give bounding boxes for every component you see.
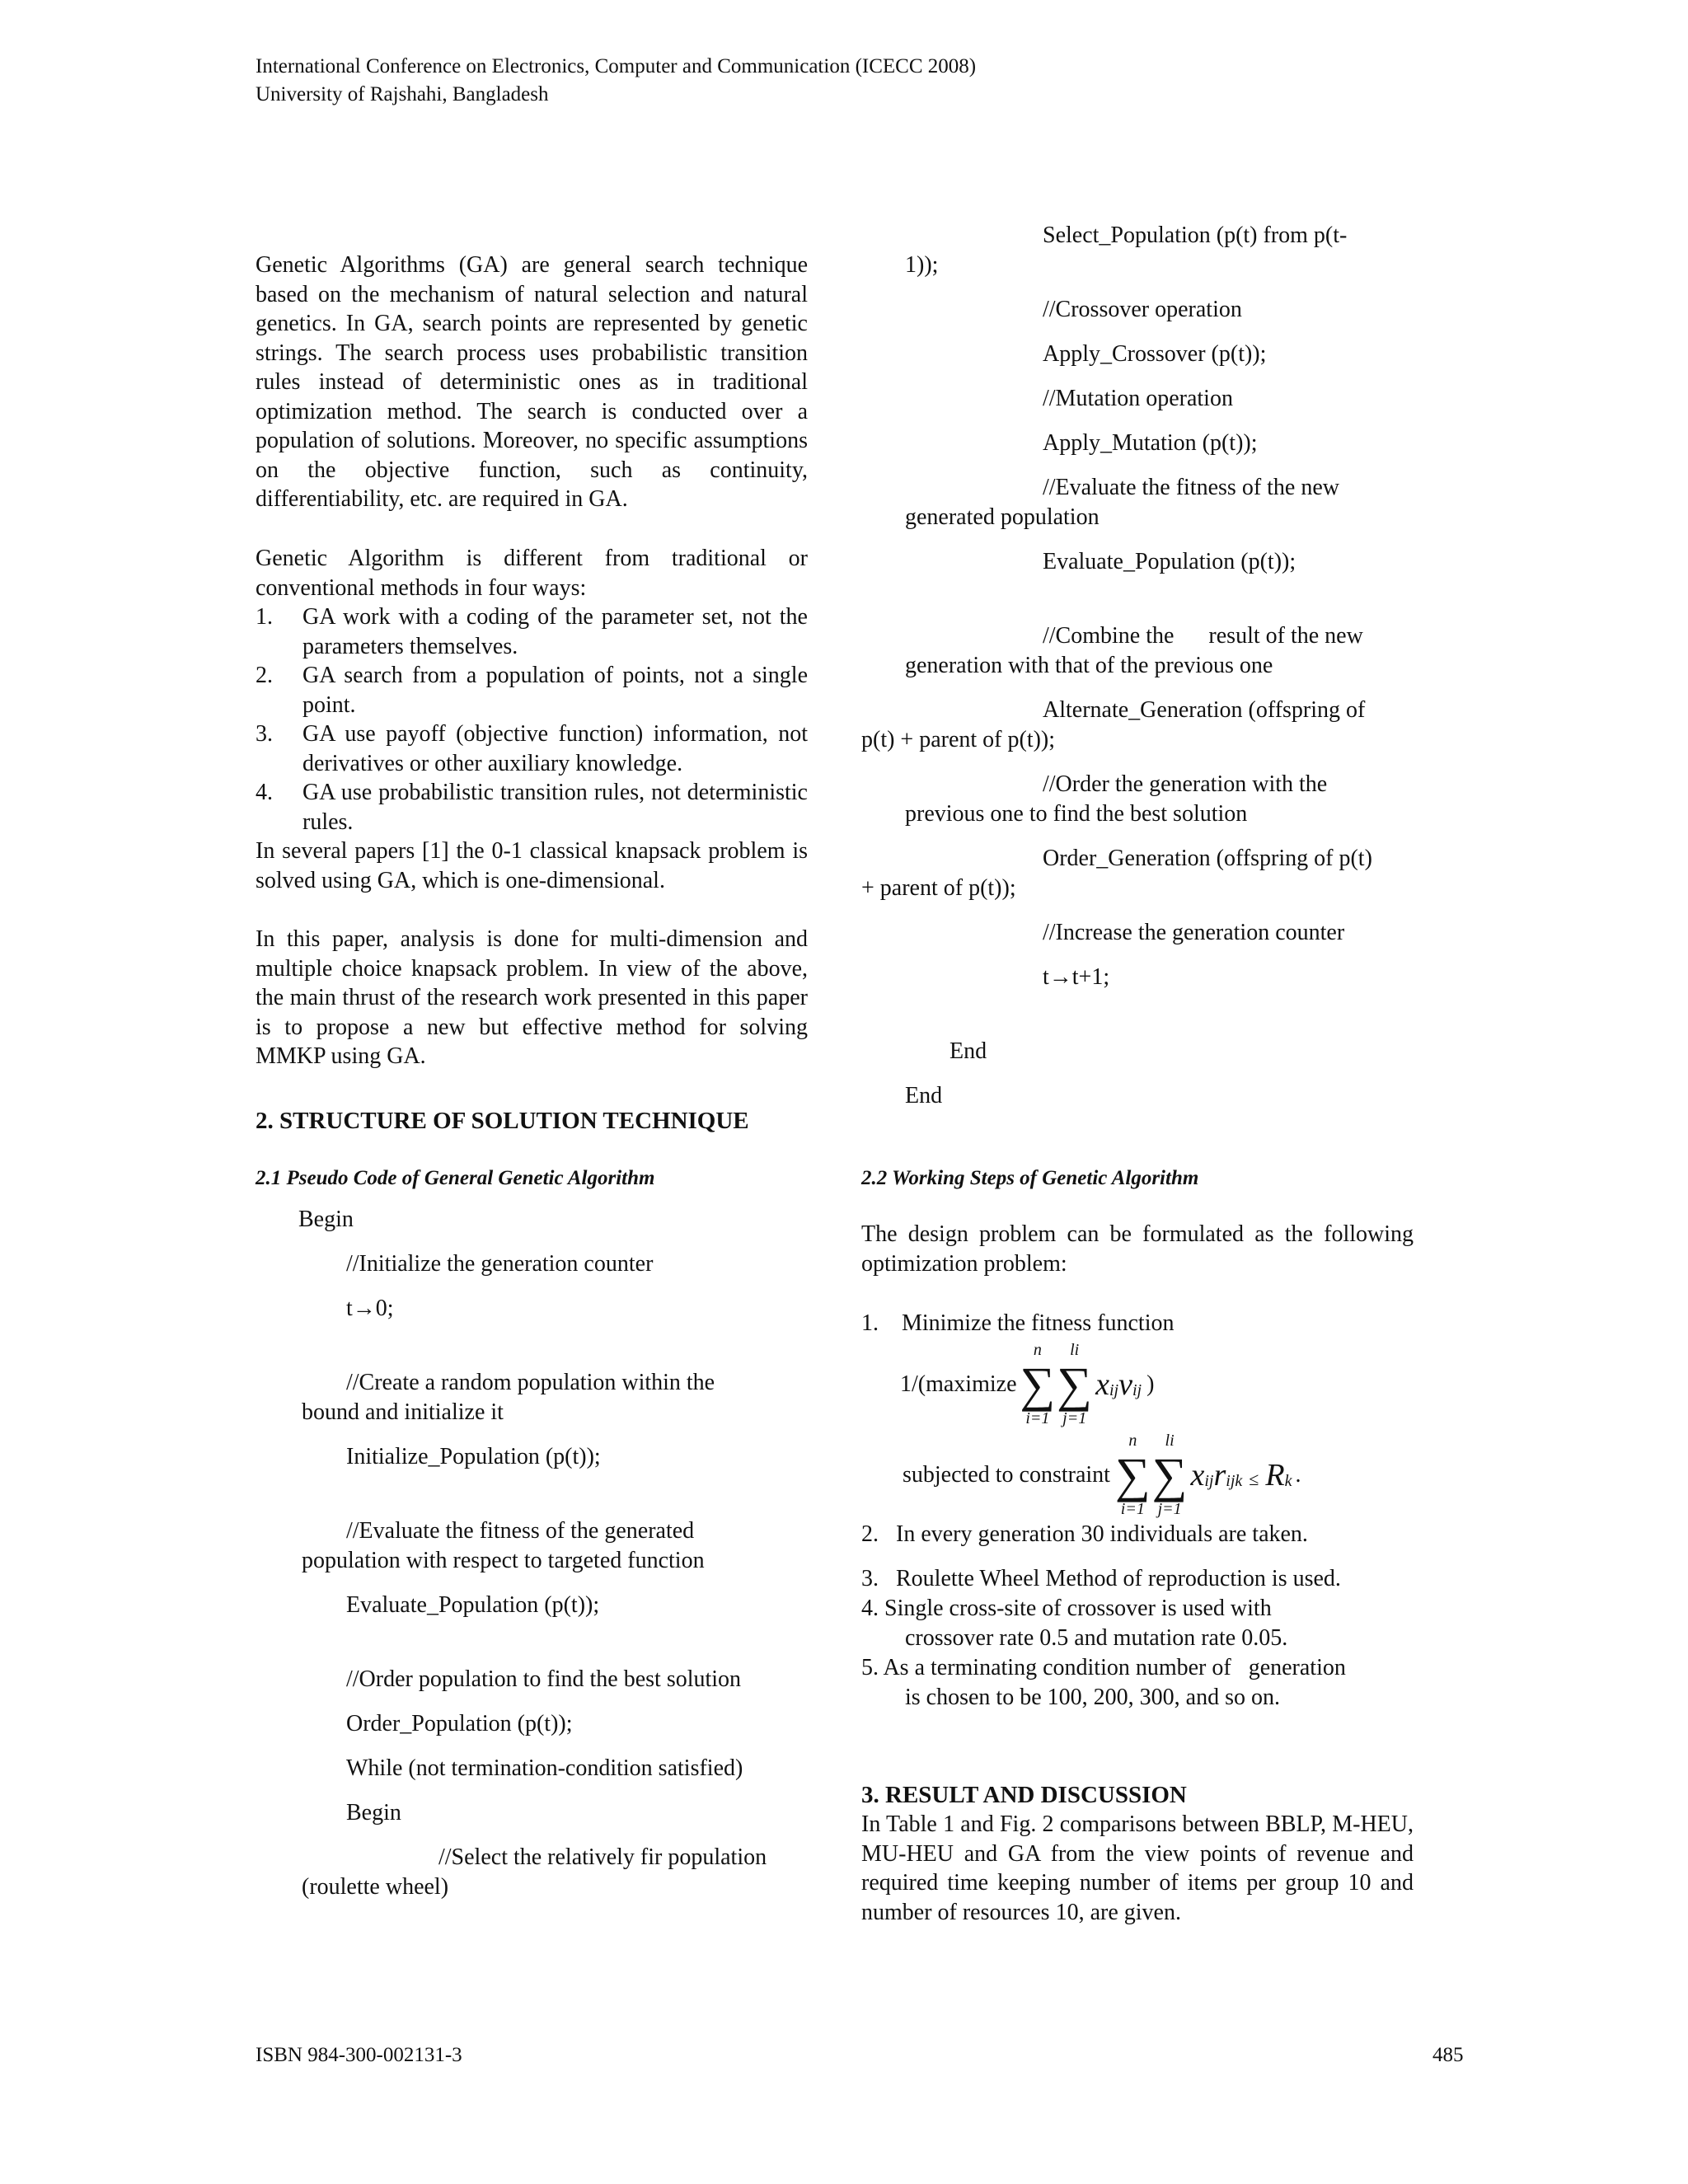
pseudo-while: While (not termination-condition satisfied) xyxy=(346,1755,743,1781)
intro-paragraph: Genetic Algorithms (GA) are general search technique based on the mechanism of natural selection and natural genetics. In GA, search points are represented by genetic strings. The search process uses probabilistic transition rules instead of deterministic ones as in traditional optimization method. The search is conducted over a population of solutions. Moreover, no specific assumptions on the objective function, such as continuity, differentiability, etc. are required in GA. xyxy=(256,252,808,512)
pseudo-comment-eval-1: //Evaluate the fitness of the generated xyxy=(346,1518,695,1544)
list-item: 2. GA search from a population of points, not a single point. xyxy=(256,663,808,718)
header-line-1: International Conference on Electronics, Computer and Communication (ICECC 2008) xyxy=(256,55,977,77)
list-item: 3. GA use payoff (objective function) information, not derivatives or other auxiliary knowledge. xyxy=(256,721,808,776)
section-2-title: 2. STRUCTURE OF SOLUTION TECHNIQUE xyxy=(256,1108,749,1134)
sigma-symbol: ∑ xyxy=(1020,1357,1056,1412)
step-5-line-2: is chosen to be 100, 200, 300, and so on. xyxy=(905,1685,1280,1710)
section-3-title: 3. RESULT AND DISCUSSION xyxy=(861,1782,1187,1808)
step-4-line-2: crossover rate 0.5 and mutation rate 0.05. xyxy=(905,1625,1288,1651)
pseudo-comment-create-1: //Create a random population within the xyxy=(346,1370,715,1395)
pseudo-inner-begin: Begin xyxy=(346,1800,401,1825)
pseudo-evaluate-population: Evaluate_Population (p(t)); xyxy=(346,1592,600,1618)
pseudo-t-zero: t→0; xyxy=(346,1296,394,1321)
ways-list xyxy=(256,602,808,837)
subsection-2-1-title: 2.1 Pseudo Code of General Genetic Algorithm xyxy=(256,1167,655,1189)
pseudo-order-generation-1: Order_Generation (offspring of p(t) xyxy=(1043,846,1372,871)
pseudo-comment-mutation: //Mutation operation xyxy=(1043,386,1233,411)
pseudo-apply-crossover: Apply_Crossover (p(t)); xyxy=(1043,341,1267,367)
pseudo-comment-order-gen-2: previous one to find the best solution xyxy=(905,801,1248,827)
pseudo-comment-select-2: (roulette wheel) xyxy=(302,1874,449,1900)
sigma-symbol: ∑ xyxy=(1151,1448,1188,1502)
subsection-2-2-title: 2.2 Working Steps of Genetic Algorithm xyxy=(861,1167,1199,1189)
sigma-symbol: ∑ xyxy=(1057,1357,1093,1412)
pseudo-alternate-generation-2: p(t) + parent of p(t)); xyxy=(861,727,1056,752)
sum-j: li ∑ j=1 xyxy=(1151,1432,1188,1518)
constraint-formula: subjected to constraint n ∑ i=1 li ∑ j=1 x ij r ijk ≤ R k . xyxy=(903,1432,1301,1518)
pseudo-comment-create-2: bound and initialize it xyxy=(302,1399,504,1425)
step-5-line-1: 5. As a terminating condition number of generation xyxy=(861,1655,1346,1680)
pseudo-order-generation-2: + parent of p(t)); xyxy=(861,875,1016,901)
knapsack-paragraph: In several papers [1] the 0-1 classical knapsack problem is solved using GA, which is one-dimensional. xyxy=(256,838,808,893)
step-2: 2. In every generation 30 individuals are taken. xyxy=(861,1521,1308,1547)
pseudo-evaluate-population-2: Evaluate_Population (p(t)); xyxy=(1043,549,1296,574)
pseudo-t-increment: t→t+1; xyxy=(1043,964,1110,990)
list-item: 1. GA work with a coding of the parameter set, not the parameters themselves. xyxy=(256,604,808,659)
pseudo-comment-eval-new-1: //Evaluate the fitness of the new xyxy=(1043,475,1339,500)
header-line-2: University of Rajshahi, Bangladesh xyxy=(256,83,549,105)
pseudo-end-outer: End xyxy=(905,1083,943,1108)
pseudo-comment-eval-new-2: generated population xyxy=(905,504,1100,530)
sigma-symbol: ∑ xyxy=(1114,1448,1151,1502)
pseudo-apply-mutation: Apply_Mutation (p(t)); xyxy=(1043,430,1258,456)
this-paper-paragraph: In this paper, analysis is done for multi-dimension and multiple choice knapsack problem. In view of the above, the main thrust of the research work presented in this paper is to propose a new but effective method for solving MMKP using GA. xyxy=(256,926,808,1069)
pseudo-alternate-generation-1: Alternate_Generation (offspring of xyxy=(1043,697,1366,723)
pseudo-select-1: Select_Population (p(t) from p(t- xyxy=(1043,223,1348,248)
pseudo-comment-select-1: //Select the relatively fir population xyxy=(438,1844,767,1870)
step-3: 3. Roulette Wheel Method of reproduction is used. xyxy=(861,1566,1341,1591)
pseudo-comment-order-gen-1: //Order the generation with the xyxy=(1043,771,1328,797)
pseudo-comment-init-counter: //Initialize the generation counter xyxy=(346,1251,654,1277)
step-1: 1. Minimize the fitness function xyxy=(861,1310,1175,1336)
pseudo-select-2: 1)); xyxy=(905,252,939,278)
fitness-formula: 1/(maximize n ∑ i=1 li ∑ j=1 x ij v ij ) xyxy=(900,1341,1155,1427)
footer-isbn: ISBN 984-300-002131-3 xyxy=(256,2044,462,2066)
sum-i: n ∑ i=1 xyxy=(1114,1432,1151,1518)
page-number: 485 xyxy=(1432,2044,1464,2066)
sum-j: li ∑ j=1 xyxy=(1057,1341,1093,1427)
pseudo-comment-combine-2: generation with that of the previous one xyxy=(905,653,1273,678)
pseudo-comment-crossover: //Crossover operation xyxy=(1043,297,1242,322)
pseudo-comment-increase: //Increase the generation counter xyxy=(1043,920,1345,945)
sum-i: n ∑ i=1 xyxy=(1020,1341,1056,1427)
ways-intro: Genetic Algorithm is different from traditional or conventional methods in four ways: xyxy=(256,546,808,601)
pseudo-comment-order: //Order population to find the best solution xyxy=(346,1666,742,1692)
pseudo-initialize-population: Initialize_Population (p(t)); xyxy=(346,1444,601,1469)
list-item: 4. GA use probabilistic transition rules, not deterministic rules. xyxy=(256,780,808,835)
step-4-line-1: 4. Single cross-site of crossover is used with xyxy=(861,1596,1272,1621)
pseudo-order-population: Order_Population (p(t)); xyxy=(346,1711,573,1736)
section-3-paragraph: In Table 1 and Fig. 2 comparisons between BBLP, M-HEU, MU-HEU and GA from the view points of revenue and required time keeping number of items per group 10 and number of resources 10, are given. xyxy=(861,1811,1414,1925)
design-paragraph: The design problem can be formulated as the following optimization problem: xyxy=(861,1221,1414,1277)
pseudo-comment-eval-2: population with respect to targeted function xyxy=(302,1548,705,1573)
pseudo-end-inner: End xyxy=(950,1038,987,1064)
pseudo-begin: Begin xyxy=(298,1207,354,1232)
pseudo-comment-combine-1: //Combine the result of the new xyxy=(1043,623,1363,649)
conference-header xyxy=(256,53,976,109)
